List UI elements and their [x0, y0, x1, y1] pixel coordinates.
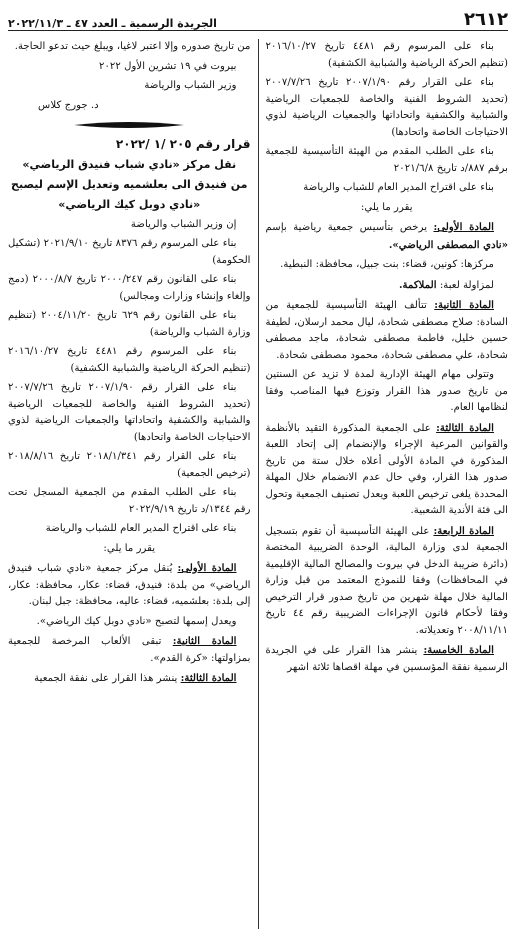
page-header — [8, 6, 508, 31]
left-column — [8, 39, 251, 929]
decision-article-3 — [8, 670, 251, 688]
basis-paragraph: بناء على القرار رقم ٢٠٠٧/١/٩٠ تاريخ ٢٠٠٧/٧/٢٦ (تحديد الشروط الفنية والخاصة للجمعيات الرياضية والشبابية والكشفية واتحاداتها والجمعيات الرياضية لذوي الاحتياجات الخاصة واتحادها) — [265, 77, 508, 138]
article-4-text: على الهيئة التأسيسية أن تقوم بتسجيل الجمعية لدى وزارة المالية، الوحدة الضريبية المختصة (دائرة ضريبة الدخل في بيروت والمصالح المالية الإقليمية في المحافظات) وفقا للنموذج المعتمد من قبل وزارة المالية خلال مهلة شهرين من تاريخ صدور قرار الترخيص وفقا لأحكام قانون الإجراءات الضريبية رقم ٤٤ تاريخ ٢٠٠٨/١١/١١ وتعديلاته. — [265, 525, 508, 636]
section-separator-ornament — [8, 120, 251, 130]
article-3-label: المادة الثالثة: — [436, 421, 494, 434]
article-4 — [266, 523, 509, 640]
decision-article-1-label: المادة الأولى: — [177, 562, 237, 574]
article-1-label: المادة الأولى: — [433, 221, 494, 233]
basis-paragraph: بناء على المرسوم رقم ٨٣٧٦ تاريخ ٢٠٢١/٩/١٠ (تشكيل الحكومة) — [8, 238, 251, 266]
decision-article-2-label: المادة الثانية: — [172, 635, 237, 647]
article-3-text: على الجمعية المذكورة التقيد بالأنظمة والقوانين المرعية الإجراء والإنضمام إلى إتحاد اللعبة المذكورة في المادة الأولى أعلاه خلال ستة من تاريخ صدور هذا القرار، وفي حال عدم الانضمام خلال المهلة المحددة يلغى ترخيص اللعبة ويعدل تصنيف الجمعية وتحول الى فئة الأندية الشعبية. — [265, 422, 508, 516]
decision-article-3-label: المادة الثالثة: — [180, 672, 237, 684]
article-1-text: يرخص بتأسيس جمعية رياضية بإسم — [265, 222, 428, 233]
column-divider — [258, 39, 259, 929]
article-5 — [266, 642, 509, 676]
basis-paragraph: بناء على الطلب المقدم من الهيئة التأسيسية للجمعية برقم ٨٨٧/د تاريخ ٢٠٢١/٦/٨ — [265, 146, 508, 174]
basis-paragraph: بناء على اقتراح المدير العام للشباب والرياضة — [45, 523, 237, 534]
article-2-label: المادة الثانية: — [434, 299, 494, 311]
basis-paragraph: بناء على المرسوم رقم ٤٤٨١ تاريخ ٢٠١٦/١٠/٢٧ (تنظيم الحركة الرياضية والشبابية الكشفية) — [265, 41, 508, 69]
decides-line: يقرر ما يلي: — [103, 542, 156, 554]
basis-paragraph: بناء على الطلب المقدم من الجمعية المسجل تحت رقم ١٣٤٤/د تاريخ ٢٠٢٢/٩/١٩ — [8, 487, 251, 515]
minister-title: وزير الشباب والرياضة — [144, 80, 237, 91]
decision-title-line-1: نقل مركز «نادي شباب فنيدق الرياضي» — [22, 157, 237, 171]
gazette-title: الجريدة الرسمية ـ العدد ٤٧ ـ ٢٠٢٢/١١/٣ — [8, 17, 217, 30]
article-3 — [266, 420, 509, 520]
publication-continuation: من تاريخ صدوره وإلا اعتبر لاغيا، ويبلغ حيث تدعو الحاجة. — [14, 41, 251, 52]
article-1-center: مركزها: كونين، قضاء: بنت جبيل، محافظة: النبطية. — [280, 259, 494, 270]
right-column — [266, 39, 509, 929]
basis-paragraph: بناء على القانون رقم ٦٢٩ تاريخ ٢٠٠٤/١١/٢٠ (تنظيم وزارة الشباب والرياضة) — [8, 310, 251, 338]
decides-line: يقرر ما يلي: — [360, 201, 413, 213]
article-5-text: ينشر هذا القرار على في الجريدة الرسمية نفقة المؤسسين في مهلة اقصاها ثلاثة اشهر — [265, 645, 508, 673]
article-2-continued: وتتولى مهام الهيئة الإدارية لمدة لا تزيد عن السنتين من تاريخ صدور هذا القرار وتوزع فيها المناصب وفقا لنظامها العام. — [265, 369, 508, 413]
article-2 — [266, 297, 509, 364]
article-4-label: المادة الرابعة: — [433, 524, 494, 537]
minister-signature: د. جورج كلاس — [38, 99, 99, 111]
sport-prefix: لمزاولة لعبة: — [439, 279, 494, 291]
place-date: بيروت في ١٩ تشرين الأول ٢٠٢٢ — [98, 60, 237, 72]
page-number: ٢٦١٢ — [464, 9, 508, 30]
rename-line: ويعدل إسمها لتصبح «نادي دوبل كيك الرياضي». — [36, 615, 237, 627]
article-1 — [266, 219, 509, 254]
article-2-text: تتألف الهيئة التأسيسية للجمعية من السادة: صلاح مصطفى شحادة، ليال محمد ارسلان، لطيفة حسين خليل، فاطمة مصطفى شحادة، ماجد مصطفى شحادة، علي مصطفى شحادة، محمود مصطفى شحادة. — [265, 300, 508, 361]
decision-article-2-text: تبقى الألعاب المرخصة للجمعية بمزاولتها: «كرة القدم». — [8, 636, 251, 664]
basis-paragraph: بناء على المرسوم رقم ٤٤٨١ تاريخ ٢٠١٦/١٠/٢٧ (تنظيم الحركة الرياضية والشبابية الكشفية) — [8, 346, 251, 374]
basis-paragraph: بناء على القرار رقم ٢٠٠٧/١/٩٠ تاريخ ٢٠٠٧/٧/٢٦ (تحديد الشروط الفنية والخاصة للجمعيات الرياضية والشبابية والكشفية واتحاداتها والجمعيات الرياضية لذوي الاحتياجات الخاصة واتحادها) — [8, 382, 251, 443]
decision-article-1-text: يُنقل مركز جمعية «نادي شباب فنيدق الرياضي» من بلدة: فنيدق، قضاء: عكار، محافظة: عكار، إلى بلدة: بعلشميه، قضاء: عاليه، محافظة: جبل لبنان. — [8, 563, 251, 607]
decision-article-1 — [8, 560, 251, 611]
basis-paragraph: بناء على القانون رقم ٢٠٠٠/٢٤٧ تاريخ ٢٠٠٠/٨/٧ (دمج وإلغاء وإنشاء وزارات ومجالس) — [8, 274, 251, 302]
sport-name: الملاكمة. — [398, 278, 437, 291]
decision-number: قرار رقم ٢٠٥ /١ /٢٠٢٢ — [115, 137, 251, 151]
columns — [8, 39, 508, 929]
decision-article-2 — [8, 633, 251, 667]
decision-title-line-3: «نادي دوبل كيك الرياضي» — [58, 197, 201, 211]
club-name: «نادي المصطفى الرياضي». — [388, 238, 508, 251]
basis-paragraph: بناء على اقتراح المدير العام للشباب والرياضة — [303, 182, 494, 193]
article-1-sport — [266, 277, 509, 295]
basis-paragraph: بناء على القرار رقم ٢٠١٨/١/٣٤١ تاريخ ٢٠١٨/٨/١٦ (ترخيص الجمعية) — [8, 451, 251, 479]
decision-title-line-2: من فنيدق الى بعلشميه وتعديل الإسم ليصبح — [11, 177, 248, 191]
article-5-label: المادة الخامسة: — [423, 644, 494, 656]
decision-article-3-text: ينشر هذا القرار على نفقة الجمعية — [34, 673, 178, 684]
decision-intro: إن وزير الشباب والرياضة — [130, 218, 237, 230]
